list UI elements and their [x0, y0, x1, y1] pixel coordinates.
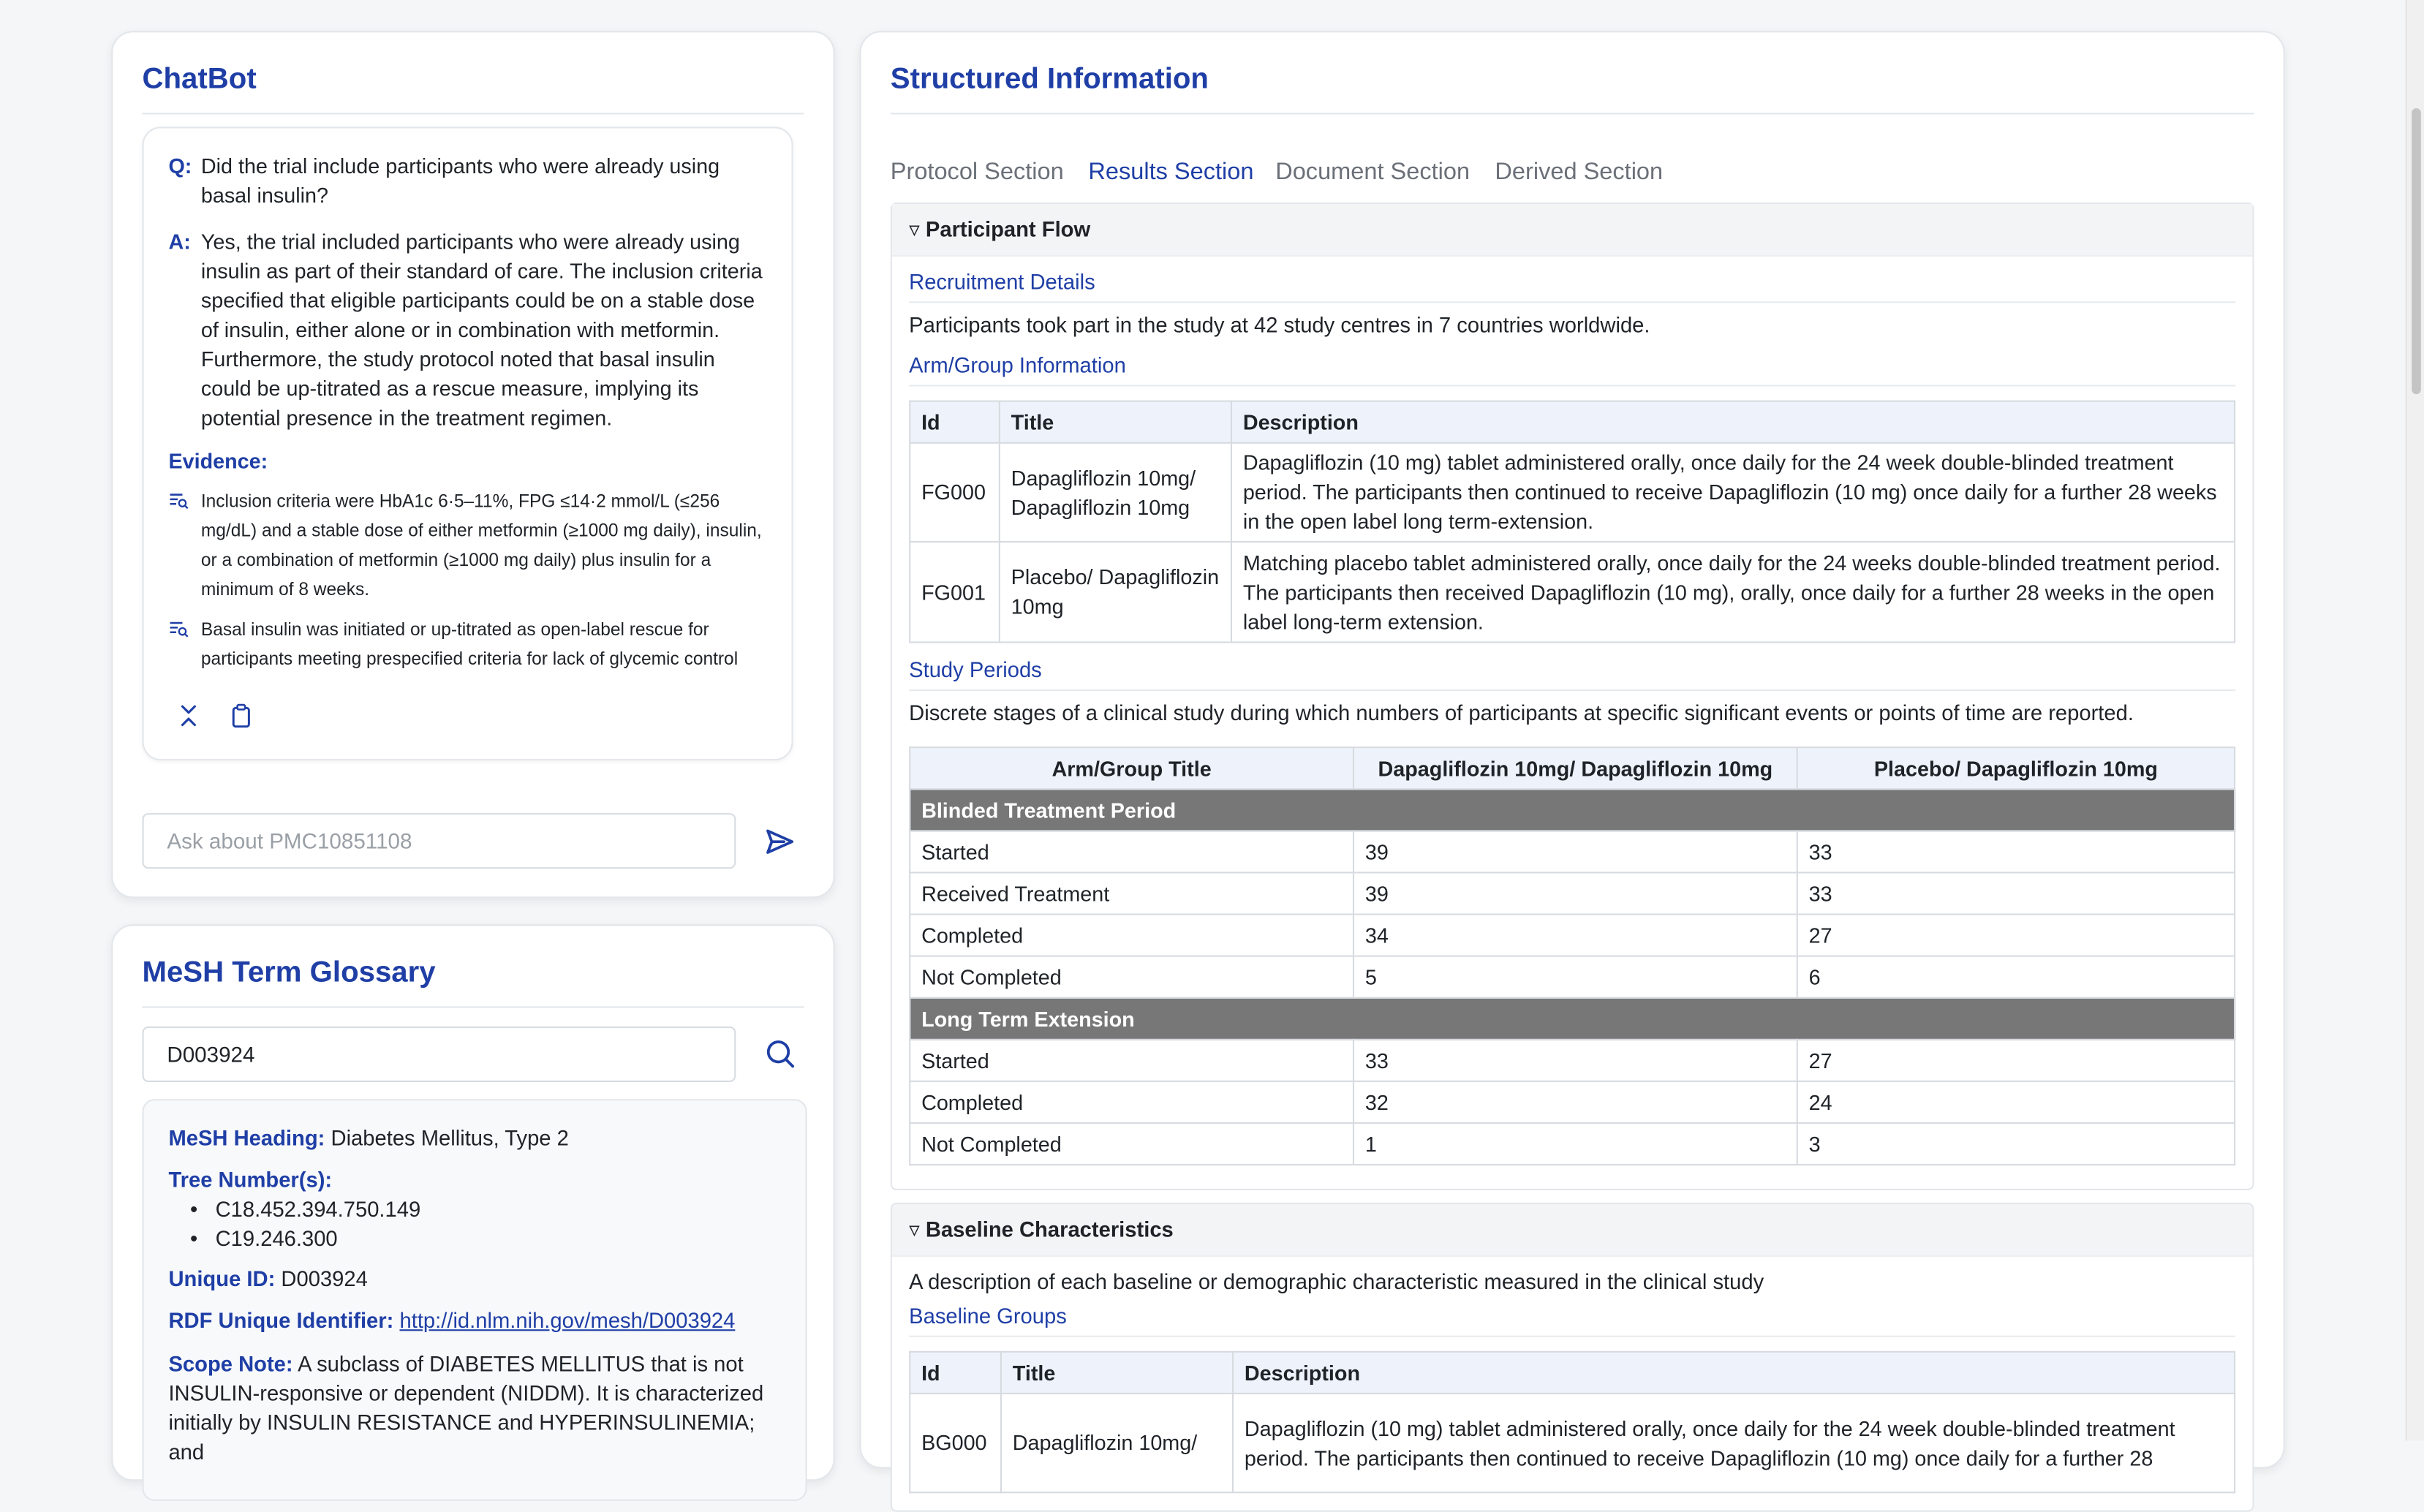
chat-input[interactable] — [143, 813, 736, 869]
mesh-card — [111, 924, 834, 1481]
tree-number-item: • C19.246.300 — [190, 1227, 338, 1251]
unique-id-label: Unique ID: — [168, 1267, 276, 1291]
count: 32 — [1353, 1081, 1797, 1123]
answer-label: A: — [168, 230, 191, 254]
unique-id-row — [168, 1268, 367, 1291]
unique-id-value: D003924 — [281, 1267, 368, 1291]
count: 34 — [1353, 915, 1797, 956]
tab-derived-section[interactable]: Derived Section — [1495, 159, 1664, 186]
structured-title: Structured Information — [891, 64, 2254, 115]
study-periods-text: Discrete stages of a clinical study during which numbers of participants at specific significant events or points of time are reported. — [909, 701, 2134, 725]
arm-id: FG001 — [910, 542, 1000, 642]
answer-text: Yes, the trial included participants who were already using insulin as part of their standard of care. The inclusion criteria specified that eligible participants could be on a stable dose of insulin, either alone or in combination with metformin. Furthermore, the study protocol noted that basal insulin could be up-titrated as a rescue measure, implying its potential presence in the treatment regimen. — [200, 230, 763, 430]
tab-protocol-section[interactable]: Protocol Section — [890, 159, 1064, 186]
column-header: Arm/Group Title — [910, 747, 1353, 789]
qa-panel — [143, 126, 793, 760]
column-header: Title — [1001, 1352, 1233, 1394]
count: 5 — [1353, 956, 1797, 998]
tree-number-item: • C18.452.394.750.149 — [190, 1198, 421, 1222]
table-row — [910, 956, 2235, 998]
tab-results-section[interactable]: Results Section — [1088, 159, 1253, 208]
column-header: Dapagliflozin 10mg/ Dapagliflozin 10mg — [1353, 747, 1797, 789]
count: 6 — [1797, 956, 2235, 998]
milestone: Received Treatment — [910, 872, 1353, 914]
baseline-description: A description of each baseline or demographic characteristic measured in the clinical study — [909, 1270, 1764, 1294]
baseline-id: BG000 — [910, 1394, 1001, 1492]
mesh-details — [143, 1099, 807, 1501]
column-header: Description — [1233, 1352, 2235, 1394]
scope-note-row — [168, 1350, 783, 1467]
milestone: Not Completed — [910, 1123, 1353, 1165]
participant-flow-section — [891, 203, 2254, 1190]
rdf-row — [168, 1309, 735, 1333]
chatbot-card — [111, 31, 834, 898]
study-periods-heading: Study Periods — [909, 659, 2235, 691]
baseline-title: Dapagliflozin 10mg/ — [1001, 1394, 1233, 1492]
rdf-label: RDF Unique Identifier: — [168, 1309, 394, 1333]
send-icon[interactable] — [763, 825, 796, 858]
count: 27 — [1797, 915, 2235, 956]
rdf-link[interactable]: http://id.nlm.nih.gov/mesh/D003924 — [399, 1309, 736, 1333]
question-row — [168, 151, 769, 210]
table-header-row — [910, 747, 2235, 789]
mesh-search-value: D003924 — [167, 1041, 255, 1067]
count: 27 — [1797, 1040, 2235, 1081]
collapse-icon[interactable] — [178, 705, 200, 727]
arm-description: Dapagliflozin (10 mg) tablet administered orally, once daily for the 24 week double-blinded treatment period. The participants then continued to receive Dapagliflozin (10 mg) once daily for a further 28 weeks in the open label long term-extension. — [1231, 443, 2235, 542]
table-header-row — [910, 401, 2235, 443]
milestone: Not Completed — [910, 956, 1353, 998]
count: 39 — [1353, 831, 1797, 872]
period-group-row — [910, 998, 2235, 1040]
period-name: Blinded Treatment Period — [910, 789, 2235, 831]
table-row — [910, 443, 2235, 542]
count: 24 — [1797, 1081, 2235, 1123]
count: 33 — [1797, 872, 2235, 914]
text-search-icon — [168, 491, 188, 510]
arm-id: FG000 — [910, 443, 1000, 542]
chat-input-placeholder: Ask about PMC10851108 — [167, 828, 412, 854]
count: 1 — [1353, 1123, 1797, 1165]
count: 39 — [1353, 872, 1797, 914]
participant-flow-toggle[interactable]: ▿ Participant Flow — [892, 204, 2252, 257]
page-scrollbar[interactable] — [2406, 0, 2424, 1440]
question-text: Did the trial include participants who were already using basal insulin? — [200, 154, 720, 208]
tab-document-section[interactable]: Document Section — [1275, 159, 1470, 186]
column-header: Placebo/ Dapagliflozin 10mg — [1797, 747, 2235, 789]
search-icon[interactable] — [766, 1039, 796, 1070]
scope-note-text: A subclass of DIABETES MELLITUS that is not INSULIN-responsive or dependent (NIDDM). It is characterized initially by INSULIN RESISTANCE and HYPERINSULINEMIA; and — [168, 1352, 764, 1464]
answer-row — [168, 227, 769, 433]
evidence-item — [168, 615, 773, 673]
period-group-row — [910, 789, 2235, 831]
scope-note-label: Scope Note: — [168, 1352, 293, 1376]
tree-numbers-label: Tree Number(s): — [168, 1168, 333, 1192]
milestone: Started — [910, 1040, 1353, 1081]
table-row — [910, 1123, 2235, 1165]
structured-card — [859, 31, 2284, 1468]
mesh-title: MeSH Term Glossary — [143, 957, 804, 1008]
column-header: Id — [910, 401, 1000, 443]
arm-group-heading: Arm/Group Information — [909, 354, 2235, 386]
evidence-label: Evidence: — [168, 450, 268, 473]
text-search-icon — [168, 620, 188, 638]
clipboard-icon[interactable] — [230, 703, 252, 728]
evidence-text: Basal insulin was initiated or up-titrated as open-label rescue for participants meeting prespecified criteria for lack of glycemic control — [200, 619, 739, 670]
milestone: Completed — [910, 1081, 1353, 1123]
arm-title: Placebo/ Dapagliflozin 10mg — [1000, 542, 1231, 642]
table-row — [910, 542, 2235, 642]
mesh-heading-value: Diabetes Mellitus, Type 2 — [331, 1127, 569, 1150]
study-periods-table — [909, 746, 2235, 1165]
baseline-section — [891, 1203, 2254, 1512]
period-name: Long Term Extension — [910, 998, 2235, 1040]
table-row — [910, 831, 2235, 872]
recruitment-details-heading: Recruitment Details — [909, 271, 2235, 303]
arm-title: Dapagliflozin 10mg/ Dapagliflozin 10mg — [1000, 443, 1231, 542]
evidence-text: Inclusion criteria were HbA1c 6·5–11%, FPG ≤14·2 mmol/L (≤256 mg/dL) and a stable dose of either metformin (≥1000 mg daily), insulin, or a combination of metformin (≥1000 mg daily) plus insulin for a minimum of 8 weeks. — [200, 491, 762, 600]
table-header-row — [910, 1352, 2235, 1394]
count: 3 — [1797, 1123, 2235, 1165]
tree-number: C19.246.300 — [215, 1227, 338, 1251]
table-row — [910, 1081, 2235, 1123]
milestone: Started — [910, 831, 1353, 872]
count: 33 — [1797, 831, 2235, 872]
table-row — [910, 872, 2235, 914]
mesh-heading-row — [168, 1127, 568, 1150]
baseline-groups-heading: Baseline Groups — [909, 1304, 2235, 1337]
baseline-groups-table — [909, 1351, 2235, 1494]
evidence-item — [168, 487, 773, 605]
count: 33 — [1353, 1040, 1797, 1081]
question-label: Q: — [168, 154, 192, 178]
mesh-heading-label: MeSH Heading: — [168, 1127, 325, 1150]
table-row — [910, 1040, 2235, 1081]
baseline-toggle[interactable]: ▿ Baseline Characteristics — [892, 1204, 2252, 1257]
baseline-group-description: Dapagliflozin (10 mg) tablet administered orally, once daily for the 24 week double-blinded treatment period. The participants then continued to receive Dapagliflozin (10 mg) once daily for a further 28 — [1233, 1394, 2235, 1492]
tree-number: C18.452.394.750.149 — [215, 1198, 421, 1222]
milestone: Completed — [910, 915, 1353, 956]
mesh-search-input[interactable] — [143, 1027, 736, 1082]
table-row — [910, 915, 2235, 956]
column-header: Title — [1000, 401, 1231, 443]
arm-description: Matching placebo tablet administered orally, once daily for the 24 weeks double-blinded treatment period. The participants then received Dapagliflozin (10 mg), orally, once daily for a further 28 weeks in the open label long-term extension. — [1231, 542, 2235, 642]
arm-group-table — [909, 401, 2235, 643]
table-row — [910, 1394, 2235, 1492]
scrollbar-thumb[interactable] — [2412, 108, 2421, 394]
column-header: Id — [910, 1352, 1001, 1394]
chatbot-title: ChatBot — [143, 64, 804, 115]
recruitment-details-text: Participants took part in the study at 42 study centres in 7 countries worldwide. — [909, 314, 1650, 337]
column-header: Description — [1231, 401, 2235, 443]
